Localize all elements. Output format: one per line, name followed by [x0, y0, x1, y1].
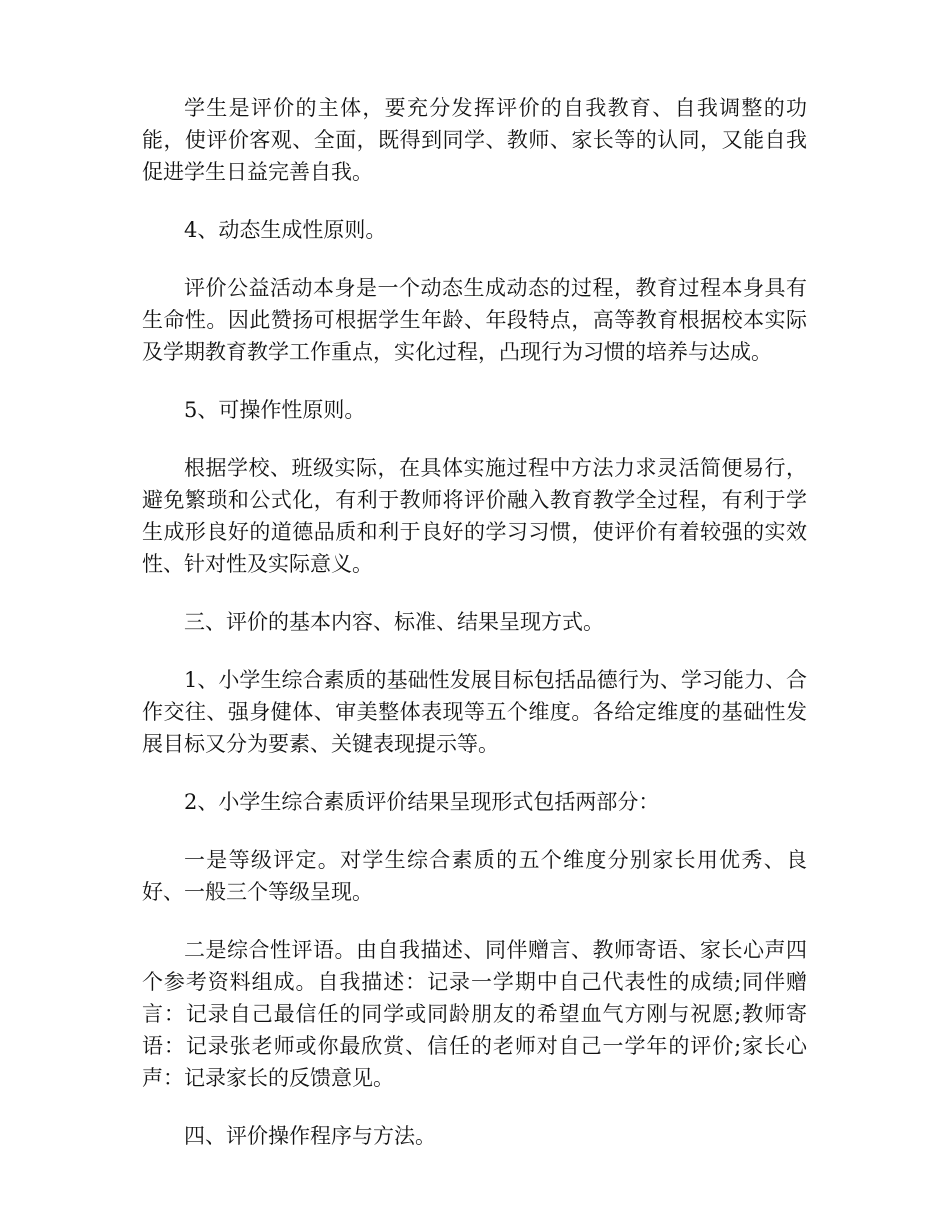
paragraph-operability: 根据学校、班级实际，在具体实施过程中方法力求灵活简便易行，避免繁琐和公式化，有利于教师将评价融入教育教学全过程，有利于学生成形良好的道德品质和利于良好的学习习惯，使评价有着较强的实效性、针对性及实际意义。: [142, 456, 807, 576]
heading-section-four: 四、评价操作程序与方法。: [184, 1124, 436, 1148]
paragraph-development-goals: 1、小学生综合素质的基础性发展目标包括品德行为、学习能力、合作交往、强身健体、审美整体表现等五个维度。各给定维度的基础性发展目标又分为要素、关键表现提示等。: [142, 668, 807, 756]
document-body: [142, 92, 807, 1178]
heading-operability-principle: 5、可操作性原则。: [184, 398, 366, 422]
heading-dynamic-principle: 4、动态生成性原则。: [184, 218, 387, 242]
heading-section-three: 三、评价的基本内容、标准、结果呈现方式。: [184, 610, 604, 634]
paragraph-dynamic-process: 评价公益活动本身是一个动态生成动态的过程，教育过程本身具有生命性。因此赞扬可根据学生年龄、年段特点，高等教育根据校本实际及学期教育教学工作重点，实化过程，凸现行为习惯的培养与达成。: [142, 276, 807, 364]
paragraph-grade-rating: 一是等级评定。对学生综合素质的五个维度分别家长用优秀、良好、一般三个等级呈现。: [142, 848, 807, 904]
paragraph-comprehensive-comments: 二是综合性评语。由自我描述、同伴赠言、教师寄语、家长心声四个参考资料组成。自我描述：记录一学期中自己代表性的成绩;同伴赠言：记录自己最信任的同学或同龄朋友的希望血气方刚与祝愿;教师寄语：记录张老师或你最欣赏、信任的老师对自己一学年的评价;家长心声：记录家长的反馈意见。: [142, 938, 807, 1090]
paragraph-student-subject: 学生是评价的主体，要充分发挥评价的自我教育、自我调整的功能，使评价客观、全面，既得到同学、教师、家长等的认同，又能自我促进学生日益完善自我。: [142, 96, 807, 184]
heading-result-forms: 2、小学生综合素质评价结果呈现形式包括两部分：: [184, 790, 660, 814]
